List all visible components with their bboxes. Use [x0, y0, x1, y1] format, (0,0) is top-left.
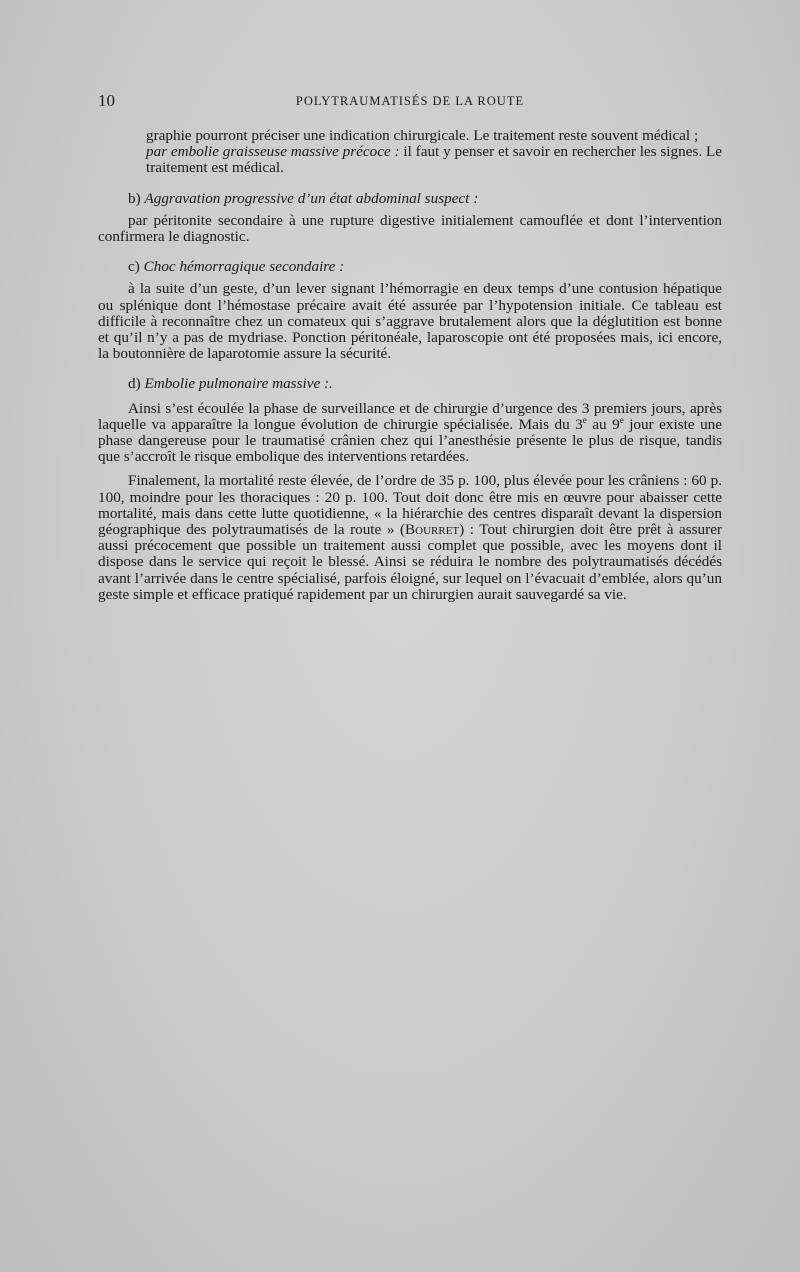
section-d-title: Embolie pulmonaire massive :.	[144, 375, 333, 393]
section-c-title: Choc hémorragique secondaire :	[143, 258, 345, 276]
section-c-text: à la suite d’un geste, d’un lever signant l’hémorragie en deux temps d’une contusion hépatique ou splénique dont l’hémostase précaire avait été assurée par l’hypotension initiale. Ce tableau est difficile à reconnaître chez un comateux qui s’aggrave brutalement alors que la déglutition est bonne et qu’il n’y a pas de mydriase. Ponction péritonéale, laparoscopie ont été proposées mais, ici encore, la boutonnière de laparotomie assure la sécurité.	[98, 280, 722, 363]
paragraph-surveillance-part-2: au 9	[586, 415, 620, 433]
running-title: POLYTRAUMATISÉS DE LA ROUTE	[295, 94, 525, 108]
paragraph-surveillance	[98, 401, 722, 466]
section-b-label: b)	[128, 189, 141, 207]
superscript-e-2: e	[619, 414, 624, 425]
section-b-title: Aggravation progressive d’un état abdominal suspect :	[144, 189, 479, 207]
paragraph-mortality-part-1: Finalement, la mortalité reste élevée, de l’ordre de 35 p. 100, plus élevée pour les crâniens : 60 p. 100, moindre pour les thoraciques : 20 p. 100. Tout doit donc être mis en œuvre pour abaisser cette mortalité, mais dans cette lutte quotidienne, « la hiérarchie des centres disparaît devant la dispersion géographique des polytraumatisés de la route » (	[98, 472, 722, 539]
paragraph-mortality	[98, 473, 722, 603]
paragraph-surveillance-part-3: jour existe une phase dangereuse pour le traumatisé crânien chez qui l’anesthésie présente le plus de risque, tandis que s’accroît le risque embolique des interventions retardées.	[98, 415, 722, 466]
section-b-heading	[98, 191, 722, 207]
continuation-line-1: graphie pourront préciser une indication chirurgicale. Le traitement reste souvent médical ;	[146, 127, 699, 144]
continuation-line-2	[146, 144, 722, 176]
paragraph-mortality-part-2: ) : Tout chirurgien doit être prêt à assurer aussi précocement que possible un traitement aussi complet que possible, avec les moyens dont il dispose dans le service qui reçoit le blessé. Ainsi se réduira le nombre des polytraumatisés décédés avant l’arrivée dans le centre spécialisé, parfois éloigné, sur lequel on l’évacuait d’emblée, alors qu’un geste simple et efficace pratiqué rapidement par un chirurgien aurait sauvegardé sa vie.	[98, 521, 722, 603]
superscript-e-1: e	[582, 414, 587, 425]
paragraph-surveillance-part-1: Ainsi s’est écoulée la phase de surveillance et de chirurgie d’urgence des 3 premiers jours, après laquelle va apparaître la longue évolution de chirurgie spécialisée. Mais du 3	[98, 399, 722, 433]
fat-embolism-text: il faut y penser et savoir en rechercher les signes. Le traitement est médical.	[146, 143, 722, 177]
page-body	[98, 128, 722, 603]
page-number: 10	[98, 91, 115, 110]
section-c-label: c)	[128, 258, 140, 276]
section-d-label: d)	[128, 375, 141, 393]
continuation-block	[98, 128, 722, 177]
author-citation: Bourret	[405, 521, 460, 539]
fat-embolism-heading: par embolie graisseuse massive précoce :	[146, 143, 400, 161]
page-header	[98, 91, 722, 113]
section-d-heading	[98, 376, 722, 392]
section-c-heading	[98, 259, 722, 275]
section-b-text: par péritonite secondaire à une rupture digestive initialement camouflée et dont l’intervention confirmera le diagnostic.	[98, 211, 722, 246]
